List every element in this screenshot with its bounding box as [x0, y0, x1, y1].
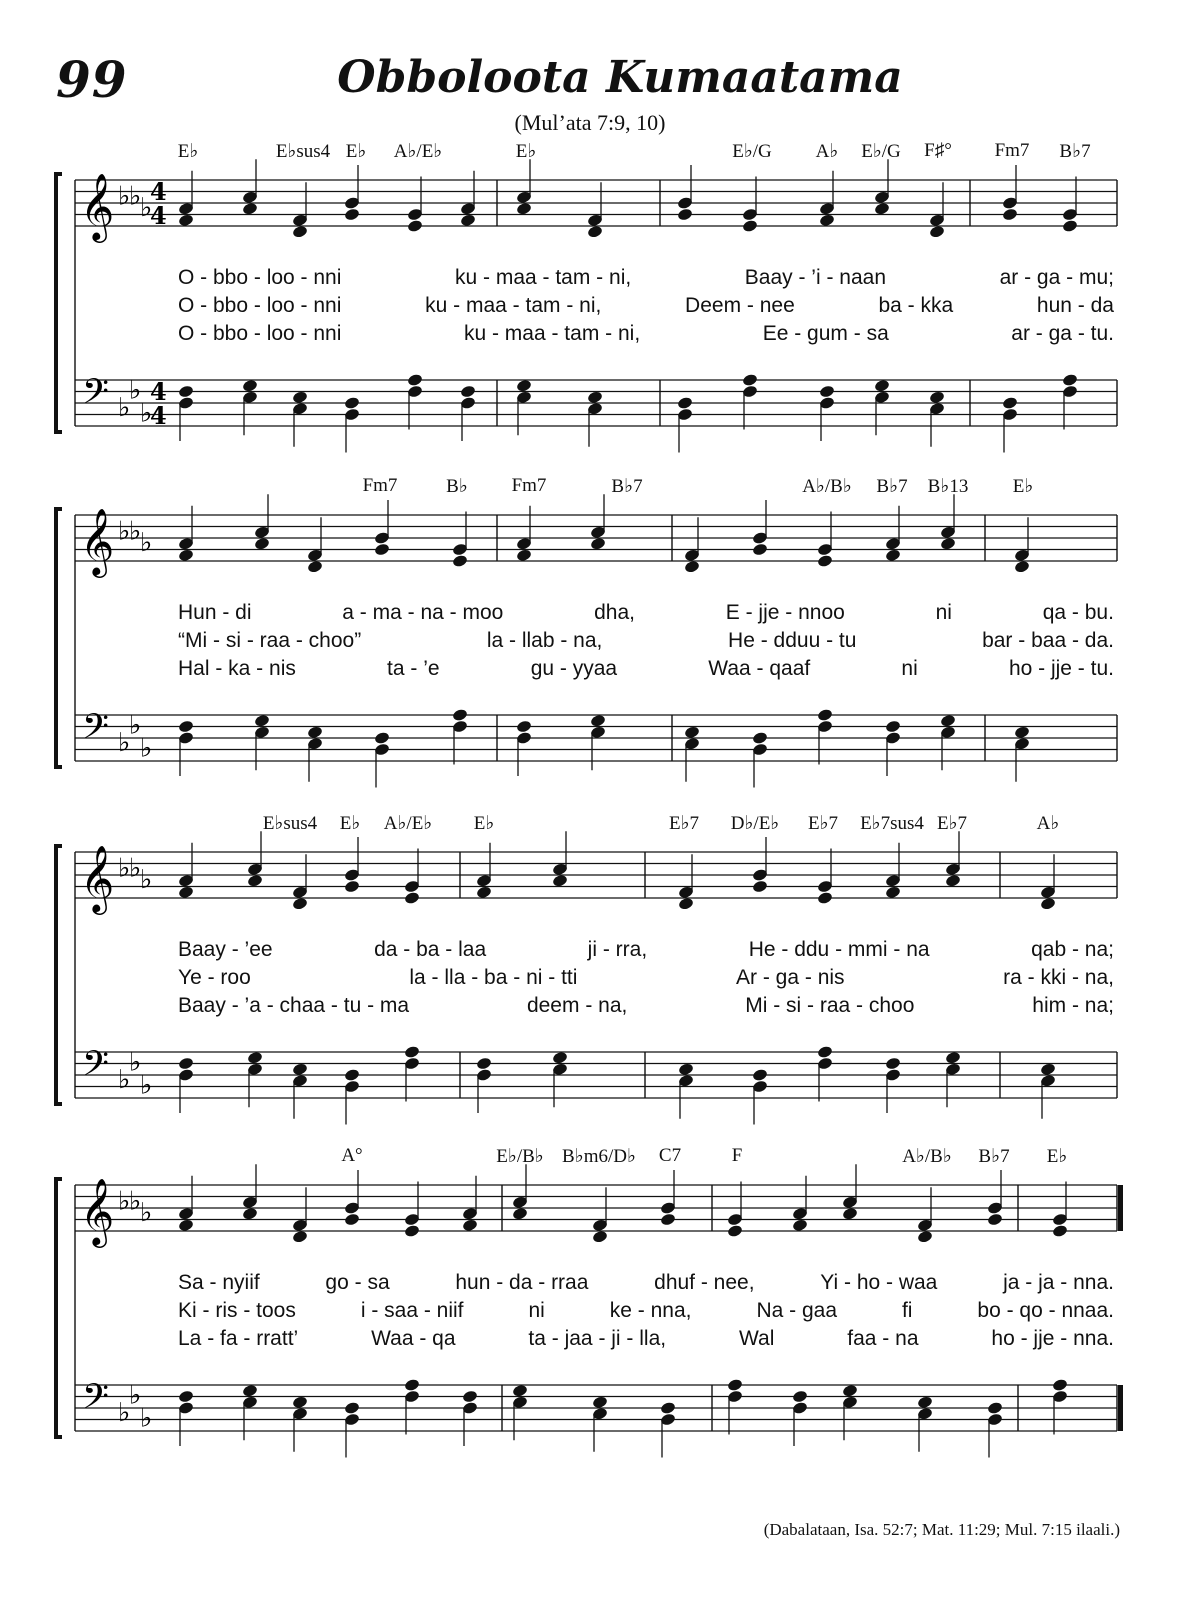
note-head [684, 560, 701, 574]
note-head [1014, 560, 1031, 574]
chord-symbol: F [731, 1145, 743, 1166]
note-head [307, 725, 324, 739]
lyric-word: la - llab - na, [486, 629, 603, 652]
chord-symbol: A♭/B♭ [802, 476, 852, 497]
note-head [684, 725, 701, 739]
lyric-word: ku - maa - tam - ni, [425, 294, 602, 317]
chord-symbol: E♭ [339, 813, 361, 834]
note-head [247, 874, 264, 888]
chord-symbol: E♭/G [732, 141, 772, 162]
note-head [344, 1401, 361, 1415]
treble-staff [75, 494, 1117, 578]
note-head [292, 1395, 309, 1409]
flat-icon: ♭ [118, 181, 131, 212]
note-head [1040, 1062, 1057, 1076]
treble-staff [75, 831, 1117, 915]
chord-symbol: E♭sus4 [262, 813, 318, 834]
chord-symbol: B♭7 [978, 1146, 1010, 1167]
note-head [178, 885, 195, 899]
lyric-word: Wal [739, 1327, 775, 1350]
lyric-word: Hal - ka - nis [178, 657, 296, 680]
lyric-word: deem - na, [526, 994, 628, 1017]
lyric-line-verse-1 [60, 938, 1120, 966]
note-head [516, 379, 533, 393]
note-head [462, 1218, 479, 1232]
note-head [677, 396, 694, 410]
note-head [940, 714, 957, 728]
lyric-word: ni [901, 657, 918, 680]
note-head [842, 1207, 859, 1221]
note-head [516, 719, 533, 733]
note-head [587, 390, 604, 404]
lyric-word: fi [901, 1299, 913, 1322]
time-signature-top: 4 [150, 177, 167, 206]
chord-symbol: E♭7 [807, 813, 839, 834]
lyric-word: dha, [594, 601, 635, 624]
bass-clef-icon: 𝄢 [82, 706, 110, 755]
final-bar-line [1118, 1385, 1123, 1431]
note-head [940, 537, 957, 551]
chord-symbol: D♭/E♭ [730, 813, 780, 834]
note-head [178, 1218, 195, 1232]
note-head [292, 225, 309, 239]
note-head [817, 891, 834, 905]
note-head [460, 384, 477, 398]
note-head [512, 1207, 529, 1221]
note-head [178, 548, 195, 562]
lyric-word: hun - da - rraa [455, 1271, 589, 1294]
final-bar-line [1118, 1185, 1123, 1231]
chord-symbol: A♭ [815, 141, 839, 162]
note-head [1014, 725, 1031, 739]
note-head [842, 1384, 859, 1398]
flat-icon: ♭ [140, 1197, 153, 1228]
note-head [819, 384, 836, 398]
chord-symbol: E♭7 [936, 813, 968, 834]
chord-symbol: B♭13 [927, 476, 969, 497]
lyric-word: him - na; [1032, 994, 1114, 1017]
chord-symbol: E♭ [1012, 476, 1034, 497]
note-head [874, 202, 891, 216]
lyric-word: ni [528, 1299, 545, 1322]
note-head [178, 1056, 195, 1070]
note-head [1002, 396, 1019, 410]
lyric-word: Hun - di [178, 601, 252, 624]
lyric-word: faa - na [847, 1327, 919, 1350]
lyric-word: bar - baa - da. [982, 629, 1114, 652]
lyric-word: ta - ’e [387, 657, 440, 680]
lyric-word: ra - kki - na, [1003, 966, 1114, 989]
note-head [792, 1389, 809, 1403]
flat-icon: ♭ [118, 1064, 131, 1095]
lyric-word: Na - gaa [756, 1299, 837, 1322]
note-head [945, 874, 962, 888]
note-head [885, 885, 902, 899]
flat-icon: ♭ [129, 1186, 142, 1217]
note-head [552, 874, 569, 888]
lyric-line-verse-2 [60, 966, 1120, 994]
flat-icon: ♭ [129, 710, 142, 741]
treble-clef-icon: 𝄞 [80, 1177, 115, 1245]
lyric-word: La - fa - rratt’ [178, 1327, 299, 1350]
lyric-word: Deem - nee [685, 294, 795, 317]
lyric-word: qab - na; [1031, 938, 1114, 961]
flat-icon: ♭ [129, 516, 142, 547]
note-head [592, 1230, 609, 1244]
note-head [178, 384, 195, 398]
note-head [1062, 219, 1079, 233]
flat-icon: ♭ [118, 1397, 131, 1428]
lyric-word: bo - qo - nnaa. [977, 1299, 1114, 1322]
chord-symbol: B♭m6/D♭ [562, 1146, 636, 1167]
lyric-word: ho - jje - nna. [991, 1327, 1114, 1350]
lyric-line-verse-3 [60, 657, 1120, 685]
flat-icon: ♭ [140, 398, 153, 429]
time-signature-bottom: 4 [150, 201, 167, 230]
note-head [178, 1389, 195, 1403]
note-head [516, 548, 533, 562]
note-head [404, 1045, 421, 1059]
note-head [242, 1384, 259, 1398]
bass-clef-icon: 𝄢 [82, 1376, 110, 1425]
note-head [178, 213, 195, 227]
lyric-word: ku - maa - tam - ni, [454, 266, 632, 289]
note-head [929, 390, 946, 404]
scripture-reference: (Mul’ata 7:9, 10) [514, 110, 666, 135]
lyric-line-verse-1 [60, 601, 1120, 629]
note-head [344, 1068, 361, 1082]
hymn-title: Obboloota Kumaatama [337, 52, 903, 103]
lyric-word: Baay - ’ee [178, 938, 273, 961]
note-head [817, 708, 834, 722]
note-head [987, 1401, 1004, 1415]
note-head [292, 1230, 309, 1244]
note-head [512, 1384, 529, 1398]
note-head [660, 1212, 677, 1226]
note-head [404, 891, 421, 905]
chord-symbol: E♭ [177, 141, 199, 162]
note-head [1040, 897, 1057, 911]
note-head [678, 1062, 695, 1076]
chord-symbol: E♭7 [668, 813, 700, 834]
chord-symbol: E♭ [515, 141, 537, 162]
note-head [677, 207, 694, 221]
treble-clef-icon: 𝄞 [80, 844, 115, 912]
note-head [344, 879, 361, 893]
note-head [874, 379, 891, 393]
note-head [590, 537, 607, 551]
chord-symbol: A♭/B♭ [902, 1146, 952, 1167]
lyric-word: Waa - qaaf [708, 657, 811, 680]
note-head [404, 1224, 421, 1238]
lyric-word: Mi - si - raa - choo [745, 994, 915, 1017]
note-head [752, 731, 769, 745]
note-head [817, 554, 834, 568]
flat-icon: ♭ [129, 181, 142, 212]
lyric-word: hun - da [1036, 294, 1114, 317]
note-head [242, 202, 259, 216]
chord-symbol: E♭/B♭ [496, 1146, 544, 1167]
note-head [407, 219, 424, 233]
chord-symbol: B♭ [446, 476, 468, 497]
note-head [678, 897, 695, 911]
flat-icon: ♭ [118, 1186, 131, 1217]
lyric-word: Baay - ’a - chaa - tu - ma [178, 994, 410, 1017]
hymn-number: 99 [56, 50, 128, 109]
lyric-word: gu - yyaa [530, 657, 618, 680]
lyric-word: He - dduu - tu [728, 629, 857, 652]
chord-symbol: E♭7sus4 [860, 813, 924, 834]
lyric-line-verse-3 [60, 322, 1120, 350]
note-head [344, 1212, 361, 1226]
flat-icon: ♭ [140, 1070, 153, 1101]
note-head [178, 719, 195, 733]
lyric-word: ta - jaa - ji - lla, [528, 1327, 667, 1350]
lyric-word: O - bbo - loo - nni [178, 266, 342, 289]
chord-symbol: B♭7 [611, 476, 643, 497]
lyric-word: E - jje - nnoo [725, 601, 845, 624]
note-head [590, 714, 607, 728]
lyric-word: ar - ga - mu; [999, 266, 1114, 289]
note-head [452, 554, 469, 568]
lyric-line-verse-1 [60, 266, 1120, 294]
lyric-word: la - lla - ba - ni - tti [409, 966, 578, 989]
lyric-word: dhuf - nee, [654, 1271, 755, 1294]
treble-clef-icon: 𝄞 [80, 172, 115, 240]
note-head [254, 714, 271, 728]
chord-symbol: Fm7 [511, 475, 547, 496]
time-signature-bottom: 4 [150, 401, 167, 430]
lyric-word: ba - kka [878, 294, 954, 317]
lyric-word: ji - rra, [587, 938, 648, 961]
lyric-word: Ki - ris - toos [178, 1299, 296, 1322]
note-head [817, 1045, 834, 1059]
flat-icon: ♭ [118, 727, 131, 758]
lyric-word: “Mi - si - raa - choo” [178, 629, 362, 652]
chord-symbol: E♭sus4 [275, 141, 331, 162]
lyric-word: Baay - ’i - naan [744, 266, 887, 289]
flat-icon: ♭ [118, 392, 131, 423]
note-head [374, 731, 391, 745]
lyric-word: ja - ja - nna. [1003, 1271, 1114, 1294]
lyric-word: Yi - ho - waa [820, 1271, 938, 1294]
chord-symbol: F♯° [924, 140, 952, 161]
note-head [727, 1224, 744, 1238]
note-head [592, 1395, 609, 1409]
note-head [452, 708, 469, 722]
note-head [660, 1401, 677, 1415]
bass-clef-icon: 𝄢 [82, 371, 110, 420]
note-head [292, 390, 309, 404]
note-head [247, 1051, 264, 1065]
bass-staff [75, 1376, 1123, 1458]
lyric-word: ho - jje - tu. [1008, 657, 1114, 680]
chord-symbol: E♭ [345, 141, 367, 162]
note-head [292, 897, 309, 911]
note-head [917, 1395, 934, 1409]
chord-symbol: A° [341, 1145, 363, 1166]
note-head [1002, 207, 1019, 221]
note-head [742, 373, 759, 387]
note-head [476, 1056, 493, 1070]
lyric-word: Waa - qa [371, 1327, 456, 1350]
flat-icon: ♭ [140, 864, 153, 895]
chord-symbol: E♭/G [861, 141, 901, 162]
flat-icon: ♭ [129, 1047, 142, 1078]
note-head [727, 1378, 744, 1392]
lyric-word: O - bbo - loo - nni [178, 294, 342, 317]
lyric-line-verse-3 [60, 1327, 1120, 1355]
lyric-line-verse-3 [60, 994, 1120, 1022]
flat-icon: ♭ [118, 516, 131, 547]
lyric-line-verse-2 [60, 1299, 1120, 1327]
bass-clef-icon: 𝄢 [82, 1043, 110, 1092]
note-head [254, 537, 271, 551]
chord-symbol: B♭7 [876, 476, 908, 497]
flat-icon: ♭ [129, 375, 142, 406]
note-head [752, 879, 769, 893]
lyric-word: ke - nna, [609, 1299, 692, 1322]
flat-icon: ♭ [140, 527, 153, 558]
chord-symbol: A♭ [1036, 813, 1060, 834]
note-head [460, 213, 477, 227]
lyric-word: a - ma - na - moo [342, 601, 504, 624]
note-head [945, 1051, 962, 1065]
note-head [307, 560, 324, 574]
note-head [819, 213, 836, 227]
chord-symbol: B♭7 [1059, 141, 1091, 162]
note-head [344, 396, 361, 410]
lyric-word: ku - maa - tam - ni, [463, 322, 641, 345]
note-head [587, 225, 604, 239]
flat-icon: ♭ [140, 192, 153, 223]
chord-symbol: C7 [658, 1145, 682, 1166]
treble-staff [75, 159, 1117, 243]
note-head [792, 1218, 809, 1232]
lyric-word: Sa - nyiif [178, 1271, 260, 1294]
lyric-line-verse-1 [60, 1271, 1120, 1299]
note-head [1052, 1224, 1069, 1238]
treble-clef-icon: 𝄞 [80, 507, 115, 575]
footnote-references: (Dabalataan, Isa. 52:7; Mat. 11:29; Mul. 7:15 ilaali.) [763, 1520, 1120, 1539]
note-head [374, 542, 391, 556]
note-head [885, 1056, 902, 1070]
note-head [516, 202, 533, 216]
note-head [1062, 373, 1079, 387]
lyric-word: qa - bu. [1042, 601, 1114, 624]
note-head [885, 719, 902, 733]
flat-icon: ♭ [129, 853, 142, 884]
bass-staff [75, 371, 1117, 453]
note-head [292, 1062, 309, 1076]
flat-icon: ♭ [118, 853, 131, 884]
treble-staff [75, 1164, 1123, 1248]
chord-symbol: A♭/E♭ [383, 813, 433, 834]
lyric-word: go - sa [325, 1271, 390, 1294]
chord-symbol: E♭ [1046, 1146, 1068, 1167]
chord-symbol: Fm7 [362, 475, 398, 496]
note-head [752, 1068, 769, 1082]
note-head [917, 1230, 934, 1244]
lyric-line-verse-2 [60, 629, 1120, 657]
lyric-line-verse-2 [60, 294, 1120, 322]
flat-icon: ♭ [140, 1403, 153, 1434]
note-head [929, 225, 946, 239]
flat-icon: ♭ [129, 1380, 142, 1411]
note-head [242, 379, 259, 393]
note-head [344, 207, 361, 221]
time-signature-top: 4 [150, 377, 167, 406]
lyric-word: He - ddu - mmi - na [748, 938, 930, 961]
lyric-word: i - saa - niif [360, 1299, 464, 1322]
lyric-word: Ye - roo [178, 966, 251, 989]
lyric-word: O - bbo - loo - nni [178, 322, 342, 345]
lyric-word: da - ba - laa [374, 938, 487, 961]
note-head [1052, 1378, 1069, 1392]
note-head [404, 1378, 421, 1392]
lyric-word: ar - ga - tu. [1011, 322, 1114, 345]
lyric-word: ni [935, 601, 952, 624]
chord-symbol: Fm7 [994, 140, 1030, 161]
bass-staff [75, 1043, 1117, 1125]
note-head [552, 1051, 569, 1065]
note-head [885, 548, 902, 562]
note-head [752, 542, 769, 556]
chord-symbol: E♭ [473, 813, 495, 834]
note-head [476, 885, 493, 899]
bass-staff [75, 706, 1117, 788]
note-head [742, 219, 759, 233]
note-head [987, 1212, 1004, 1226]
note-head [242, 1207, 259, 1221]
note-head [462, 1389, 479, 1403]
lyric-word: Ar - ga - nis [736, 966, 845, 989]
chord-symbol: A♭/E♭ [393, 141, 443, 162]
lyric-word: Ee - gum - sa [762, 322, 889, 345]
flat-icon: ♭ [140, 733, 153, 764]
note-head [407, 373, 424, 387]
